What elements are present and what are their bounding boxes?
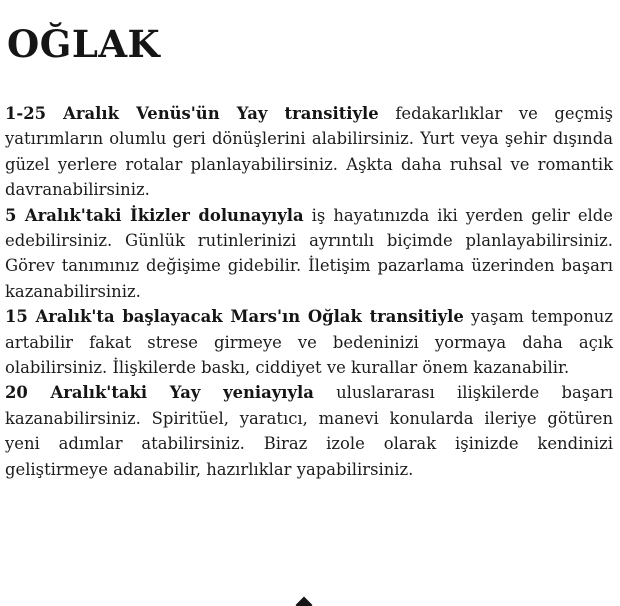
paragraph-text: fedakarlıklar ve geçmiş yatırımların olumlu geri dönüşlerini alabilirsiniz. Yurt veya şehir dışında güzel yerlere rotalar planlayabilirsiniz. Aşkta daha ruhsal ve romantik davranabilirsiniz. <box>5 104 613 200</box>
paragraph-text: yaşam temponuz artabilir fakat strese girmeye ve bedeninizi yormaya daha açık olabilirsiniz. İlişkilerde baskı, ciddiyet ve kurallar önem kazanabilir. <box>5 307 613 378</box>
paragraph-sagittarius-new-moon <box>5 380 613 482</box>
horoscope-body <box>5 101 613 482</box>
paragraph-venus-transit <box>5 101 613 203</box>
paragraph-lead: 15 Aralık'ta başlayacak Mars'ın Oğlak transitiyle <box>5 307 464 327</box>
paragraph-lead: 20 Aralık'taki Yay yeniayıyla <box>5 383 314 403</box>
paragraph-lead: 1-25 Aralık Venüs'ün Yay transitiyle <box>5 104 379 123</box>
page-title: OĞLAK <box>7 22 161 66</box>
paragraph-gemini-full-moon <box>5 203 613 305</box>
paragraph-text: iş hayatınızda iki yerden gelir elde edebilirsiniz. Günlük rutinlerinizi ayrıntılı biçimde planlayabilirsiniz. Görev tanımınız değişime gidebilir. İletişim pazarlama üzerinden başarı kazanabilirsiniz. <box>5 205 613 301</box>
paragraph-text: uluslararası ilişkilerde başarı kazanabilirsiniz. Spiritüel, yaratıcı, manevi konularda ileriye götüren yeni adımlar atabilirsiniz. Biraz izole olarak işinizde kendinizi geliştirmeye adanabilir, hazırlıklar yapabilirsiniz. <box>5 383 613 479</box>
paragraph-mars-transit <box>5 304 613 380</box>
paragraph-lead: 5 Aralık'taki İkizler dolunayıyla <box>5 205 304 225</box>
diamond-ornament-icon <box>296 597 313 606</box>
